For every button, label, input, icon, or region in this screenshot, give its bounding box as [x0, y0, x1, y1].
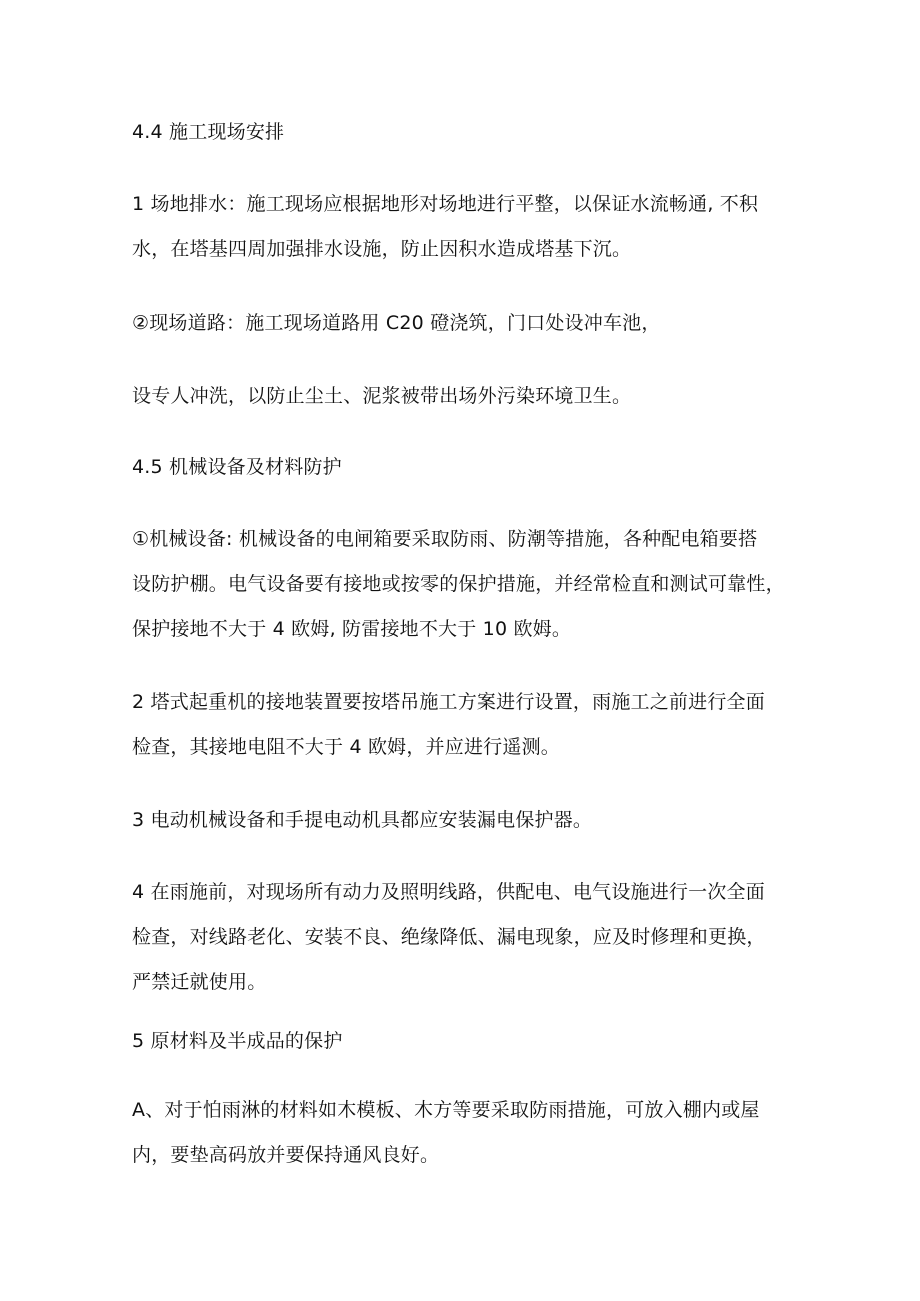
- paragraph-line: 水，在塔基四周加强排水设施，防止因积水造成塔基下沉。: [132, 238, 632, 260]
- section-heading-4-5: 4.5 机械设备及材料防护: [132, 456, 342, 478]
- paragraph-line: 严禁迁就使用。: [132, 971, 267, 993]
- paragraph-line: 保护接地不大于 4 欧姆, 防雷接地不大于 10 欧姆。: [132, 618, 572, 640]
- paragraph-line: 4 在雨施前，对现场所有动力及照明线路，供配电、电气设施进行一次全面: [132, 881, 765, 903]
- paragraph-line: 设专人冲洗，以防止尘土、泥浆被带出场外污染环境卫生。: [132, 385, 632, 407]
- section-heading-5: 5 原材料及半成品的保护: [132, 1030, 343, 1052]
- paragraph-line: A、对于怕雨淋的材料如木模板、木方等要采取防雨措施，可放入棚内或屋: [132, 1099, 760, 1121]
- paragraph-line: ②现场道路：施工现场道路用 C20 磴浇筑，门口处设冲车池，: [132, 312, 661, 334]
- paragraph-line: 设防护棚。电气设备要有接地或按零的保护措施，并经常检直和测试可靠性，: [132, 573, 785, 595]
- paragraph-line: 内，要垫高码放并要保持通风良好。: [132, 1144, 440, 1166]
- paragraph-line: ①机械设备: 机械设备的电闸箱要采取防雨、防潮等措施，各种配电箱要搭: [132, 528, 758, 550]
- paragraph-line: 3 电动机械设备和手提电动机具都应安装漏电保护器。: [132, 809, 593, 831]
- section-heading-4-4: 4.4 施工现场安排: [132, 121, 285, 143]
- paragraph-line: 2 塔式起重机的接地装置要按塔吊施工方案进行设置，雨施工之前进行全面: [132, 691, 765, 713]
- paragraph-line: 检查，其接地电阻不大于 4 欧姆，并应进行遥测。: [132, 736, 560, 758]
- paragraph-line: 检查，对线路老化、安装不良、绝缘降低、漏电现象，应及时修理和更换，: [132, 926, 766, 948]
- paragraph-line: 1 场地排水：施工现场应根据地形对场地进行平整，以保证水流畅通, 不积: [132, 193, 759, 215]
